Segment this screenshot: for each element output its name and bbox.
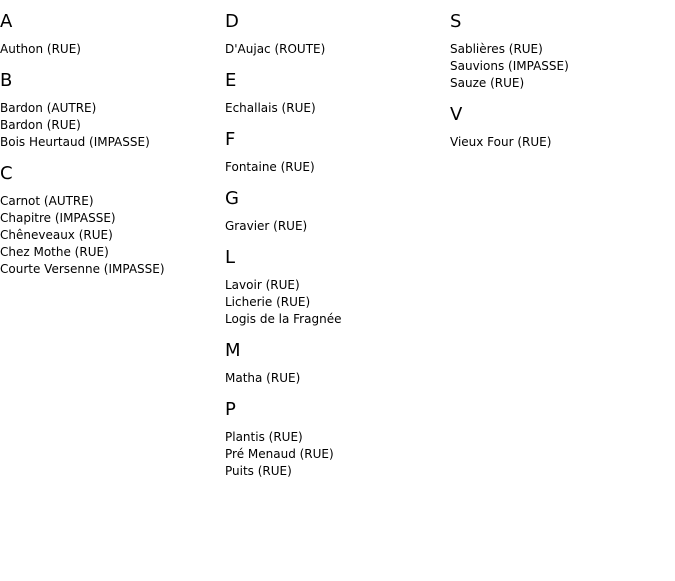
street-link[interactable]: Matha (RUE) — [225, 371, 301, 385]
street-link[interactable]: Bardon (RUE) — [0, 118, 81, 132]
letter-heading: C — [0, 163, 13, 184]
street-list — [225, 370, 445, 387]
letter-group — [450, 104, 670, 151]
street-link[interactable]: Courte Versenne (IMPASSE) — [0, 262, 165, 276]
street-list — [225, 159, 445, 176]
letter-heading: A — [0, 11, 13, 32]
letter-group — [450, 11, 670, 92]
street-list — [225, 277, 445, 328]
letter-heading: M — [225, 340, 241, 361]
letter-group — [225, 399, 445, 480]
street-list — [0, 193, 220, 278]
letter-group — [0, 11, 220, 58]
street-link[interactable]: Plantis (RUE) — [225, 430, 303, 444]
street-link[interactable]: Licherie (RUE) — [225, 295, 311, 309]
letter-group — [225, 188, 445, 235]
street-link[interactable]: Puits (RUE) — [225, 464, 292, 478]
street-link[interactable]: Pré Menaud (RUE) — [225, 447, 334, 461]
street-link[interactable]: D'Aujac (ROUTE) — [225, 42, 326, 56]
street-link[interactable]: Carnot (AUTRE) — [0, 194, 94, 208]
index-column — [450, 0, 670, 163]
index-column — [225, 0, 445, 492]
letter-group — [225, 247, 445, 328]
letter-group — [225, 129, 445, 176]
street-list — [0, 100, 220, 151]
letter-heading: E — [225, 70, 237, 91]
letter-group — [225, 340, 445, 387]
letter-heading: L — [225, 247, 236, 268]
street-link[interactable]: Chêneveaux (RUE) — [0, 228, 113, 242]
letter-group — [225, 11, 445, 58]
street-link[interactable]: Bardon (AUTRE) — [0, 101, 97, 115]
street-link[interactable]: Vieux Four (RUE) — [450, 135, 552, 149]
street-list — [450, 134, 670, 151]
letter-group — [0, 70, 220, 151]
street-link[interactable]: Authon (RUE) — [0, 42, 81, 56]
street-link[interactable]: Bois Heurtaud (IMPASSE) — [0, 135, 150, 149]
street-link[interactable]: Logis de la Fragnée — [225, 312, 342, 326]
street-link[interactable]: Lavoir (RUE) — [225, 278, 300, 292]
street-link[interactable]: Chapitre (IMPASSE) — [0, 211, 116, 225]
street-link[interactable]: Sablières (RUE) — [450, 42, 543, 56]
letter-heading: F — [225, 129, 236, 150]
letter-heading: P — [225, 399, 236, 420]
street-list — [225, 218, 445, 235]
letter-heading: B — [0, 70, 13, 91]
street-link[interactable]: Gravier (RUE) — [225, 219, 308, 233]
street-link[interactable]: Fontaine (RUE) — [225, 160, 315, 174]
letter-heading: G — [225, 188, 239, 209]
letter-heading: V — [450, 104, 463, 125]
letter-heading: S — [450, 11, 462, 32]
letter-heading: D — [225, 11, 239, 32]
letter-group — [225, 70, 445, 117]
street-link[interactable]: Chez Mothe (RUE) — [0, 245, 109, 259]
index-column — [0, 0, 220, 290]
street-list — [225, 41, 445, 58]
street-link[interactable]: Sauvions (IMPASSE) — [450, 59, 569, 73]
street-list — [225, 100, 445, 117]
street-link[interactable]: Sauze (RUE) — [450, 76, 525, 90]
street-list — [450, 41, 670, 92]
street-list — [225, 429, 445, 480]
letter-group — [0, 163, 220, 278]
street-list — [0, 41, 220, 58]
street-link[interactable]: Echallais (RUE) — [225, 101, 316, 115]
